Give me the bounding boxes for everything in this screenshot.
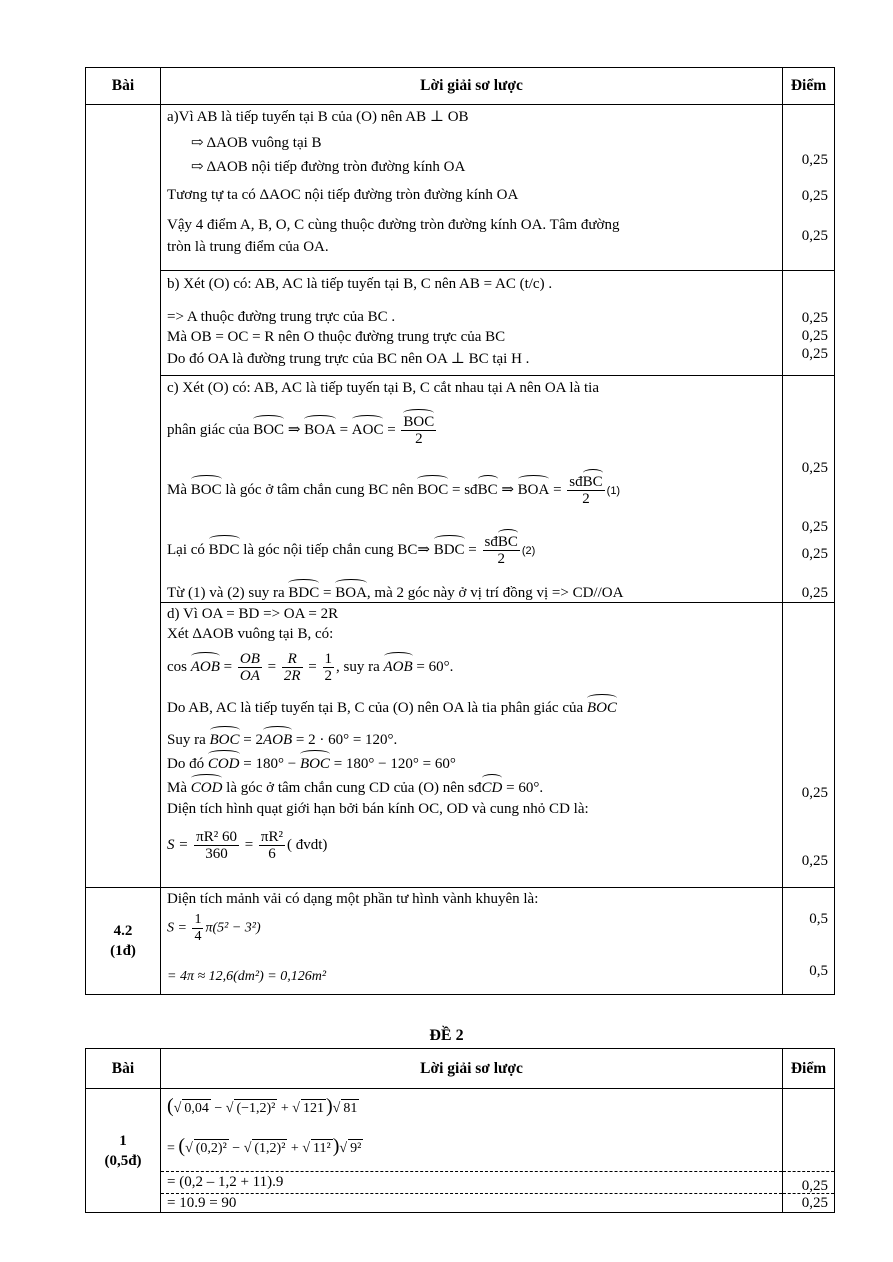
section-title: ĐỀ 2 [429, 1027, 464, 1044]
text: Mà [167, 780, 191, 796]
text: Từ (1) và (2) suy ra [167, 585, 289, 601]
part-c-line-central-angle [167, 474, 620, 507]
angle-aob: AOB [190, 658, 220, 675]
text: = 180° − [239, 756, 300, 772]
part-a-solution [161, 105, 783, 271]
row-part-b [86, 271, 835, 376]
text: = 60°. [412, 658, 454, 675]
text: sđ [569, 474, 583, 490]
angle-bdc: BDC [433, 541, 465, 558]
part-d-solution [161, 603, 783, 888]
part-b-line: => A thuộc đường trung trực của BC . [167, 309, 396, 325]
score: 0,25 [801, 1178, 828, 1194]
row-part-a [86, 105, 835, 271]
score: 0,25 [801, 1195, 828, 1211]
part-c-line-bisector [167, 414, 438, 447]
part-a-line: ⇨ ΔAOB nội tiếp đường tròn đường kính OA [191, 159, 466, 175]
denominator: 6 [268, 846, 276, 862]
part-42-solution [161, 888, 783, 995]
text: S = [167, 836, 193, 853]
score: 0,5 [809, 963, 828, 979]
numerator: 1 [324, 651, 332, 667]
part-d-line-arc-cd [167, 779, 543, 797]
text: = 2 · 60° = 120°. [292, 732, 398, 748]
part-c-line-conclusion [167, 584, 623, 602]
part-c-line: c) Xét (O) có: AB, AC là tiếp tuyến tại B, C cắt nhau tại A nên OA là tia [167, 380, 599, 396]
text: cos [167, 658, 191, 675]
score: 0,25 [801, 152, 828, 168]
part-d-line-cod [167, 755, 456, 773]
text: Do đó [167, 756, 208, 772]
part-b-line: Do đó OA là đường trung trực của BC nên OA ⊥ BC tại H . [167, 351, 530, 367]
fraction [401, 414, 436, 447]
part-a-line: Vậy 4 điểm A, B, O, C cùng thuộc đường tròn đường kính OA. Tâm đường [167, 217, 620, 233]
numerator: πR² [260, 829, 283, 845]
denominator: 2 [324, 668, 332, 684]
angle-boa: BOA [335, 585, 367, 601]
header-loigiai: Lời giải sơ lược [161, 1049, 783, 1089]
text: = 2 [239, 732, 263, 748]
part-d-line: Xét ΔAOB vuông tại B, có: [167, 626, 334, 642]
equals-symbol: = [468, 541, 481, 558]
text: là góc ở tâm chắn cung CD của (O) nên sđ [222, 780, 482, 796]
score: 0,25 [801, 585, 828, 601]
part-d-line-boc [167, 731, 397, 749]
header-row [86, 68, 835, 105]
arc-bc: BC [477, 481, 498, 498]
fraction [282, 651, 303, 684]
radicand: 11² [313, 1141, 331, 1156]
equals-symbol: = [553, 481, 566, 498]
text: , suy ra [336, 658, 384, 675]
score: 0,5 [809, 911, 828, 927]
part-b-line: b) Xét (O) có: AB, AC là tiếp tuyến tại B, C nên AB = AC (t/c) . [167, 276, 553, 292]
denominator: 360 [205, 846, 228, 862]
arc-cd: CD [481, 780, 503, 796]
part-c-scores [783, 376, 835, 603]
part-42-line-formula [167, 912, 261, 945]
dashed-divider [783, 1171, 834, 1172]
part-d-line: d) Vì OA = BD => OA = 2R [167, 606, 339, 622]
bai-points: (1đ) [110, 943, 136, 959]
dashed-divider [161, 1193, 782, 1194]
bai-number: 1 [119, 1132, 127, 1149]
text: S = [167, 920, 191, 936]
angle-aob: AOB [383, 658, 413, 675]
score: 0,25 [801, 310, 828, 326]
part-42-scores [783, 888, 835, 995]
header-diem: Điểm [783, 68, 835, 105]
text: sđ [484, 534, 498, 550]
bai-1-scores [783, 1089, 835, 1213]
unit: ( đvdt) [287, 836, 328, 853]
text: Lại có [167, 541, 209, 558]
text: Suy ra [167, 732, 210, 748]
bai-1-line: = (0,2 – 1,2 + 11).9 [167, 1174, 284, 1190]
score: 0,25 [801, 853, 828, 869]
part-a-line: Tương tự ta có ΔAOC nội tiếp đường tròn đường kính OA [167, 187, 519, 203]
equals-symbol: = [387, 421, 400, 438]
score: 0,25 [801, 188, 828, 204]
score: 0,25 [801, 228, 828, 244]
angle-cod: COD [190, 780, 223, 796]
part-a-scores [783, 105, 835, 271]
radicand: (1,2)² [254, 1141, 286, 1156]
part-42-line: Diện tích mảnh vải có dạng một phần tư hình vành khuyên là: [167, 891, 539, 907]
angle-boa: BOA [517, 481, 550, 498]
header-bai: Bài [86, 1049, 161, 1089]
radicand: (0,2)² [195, 1141, 227, 1156]
header-row [86, 1049, 835, 1089]
part-d-line-area: S = $\frac{\text{πR² 60}}{360}$ = $\frac{\text{πR²}}{6}$ ( đvdt) [167, 829, 328, 862]
text: Mà [167, 481, 191, 498]
solution-table-2 [85, 1048, 835, 1213]
angle-boc: BOC [209, 732, 240, 748]
text: π(5² − 3²) [205, 920, 261, 936]
equals-symbol: = [452, 481, 465, 498]
solution-table-1 [85, 67, 835, 995]
score: 0,25 [801, 346, 828, 362]
fraction [194, 829, 239, 862]
text: = 180° − 120° = 60° [329, 756, 456, 772]
text: = 60°. [502, 780, 544, 796]
part-b-solution [161, 271, 783, 376]
angle-boc: BOC [417, 481, 449, 498]
part-d-line-cos: cos AOB = $\frac{OB}{OA}$ = $\frac{R}{2R}$ = $\frac{1}{2}$ , suy ra AOB = 60°. [167, 651, 454, 684]
part-b-scores [783, 271, 835, 376]
arc-bc: BC [582, 474, 603, 490]
row-part-d [86, 603, 835, 888]
score: 0,25 [801, 328, 828, 344]
numerator: πR² 60 [196, 829, 237, 845]
fraction [259, 829, 285, 862]
part-d-line: Diện tích hình quạt giới hạn bởi bán kính OC, OD và cung nhỏ CD là: [167, 801, 589, 817]
implies-symbol: ⇒ [287, 421, 305, 438]
equals-symbol: = [339, 421, 352, 438]
radicand: 81 [343, 1101, 358, 1116]
bai-1-solution [161, 1089, 783, 1213]
radicand: 0,04 [184, 1101, 209, 1116]
angle-boc: BOC [190, 481, 222, 498]
fraction [192, 912, 203, 945]
radicand: 9² [350, 1141, 362, 1156]
part-a-line: tròn là trung điểm của OA. [167, 239, 329, 255]
row-part-c [86, 376, 835, 603]
score: 0,25 [801, 546, 828, 562]
angle-cod: COD [207, 756, 240, 772]
fraction [238, 651, 262, 684]
denominator: 4 [194, 929, 202, 944]
denominator: 2R [283, 668, 301, 684]
part-a-line: ⇨ ΔAOB vuông tại B [191, 135, 322, 151]
header-diem: Điểm [783, 1049, 835, 1089]
bai-1-line-expression: (√ 0,04 − √ (−1,2)² + √ 121 )√ 81 [167, 1095, 358, 1117]
text: là góc ở tâm chắn cung BC nên [225, 481, 418, 498]
angle-aoc: AOC [351, 421, 384, 438]
bai-1-line-expanded: = (√ (0,2)² − √ (1,2)² + √ 11² )√ 9² [167, 1135, 362, 1157]
angle-boc: BOC [403, 414, 435, 430]
angle-boc: BOC [586, 700, 617, 716]
text: Do AB, AC là tiếp tuyến tại B, C của (O) nên OA là tia phân giác của [167, 700, 587, 716]
angle-boc: BOC [253, 421, 285, 438]
equation-label: (1) [606, 484, 621, 497]
part-c-solution [161, 376, 783, 603]
score: 0,25 [801, 460, 828, 476]
fraction [567, 474, 604, 507]
row-4-2 [86, 888, 835, 995]
numerator: OB [239, 651, 260, 667]
bai-number: 4.2 [113, 923, 133, 939]
denominator: OA [239, 668, 260, 684]
part-42-line: = 4π ≈ 12,6(dm²) = 0,126m² [167, 969, 327, 984]
header-bai: Bài [86, 68, 161, 105]
part-b-line: Mà OB = OC = R nên O thuộc đường trung trực của BC [167, 329, 506, 345]
bai-1-line: = 10.9 = 90 [167, 1195, 237, 1211]
radicand: (−1,2)² [236, 1101, 276, 1116]
bai-cell [86, 1089, 161, 1213]
bai-cell-empty [86, 105, 161, 888]
equals-symbol: = [323, 585, 336, 601]
part-c-line-inscribed-angle [167, 534, 535, 567]
equation-label: (2) [521, 544, 536, 557]
denominator: 2 [497, 551, 505, 567]
angle-aob: AOB [262, 732, 293, 748]
row-bai-1 [86, 1089, 835, 1213]
angle-bdc: BDC [288, 585, 320, 601]
radicand: 121 [302, 1101, 324, 1116]
fraction [323, 651, 335, 684]
arc-bc: BC [497, 534, 518, 550]
text: phân giác của [167, 421, 254, 438]
angle-bdc: BDC [208, 541, 240, 558]
dashed-divider [161, 1171, 782, 1172]
header-loigiai: Lời giải sơ lược [161, 68, 783, 105]
implies-symbol: ⇒ [501, 481, 518, 498]
text: , mà 2 góc này ở vị trí đồng vị => CD//OA [366, 585, 624, 601]
part-a-line: a)Vì AB là tiếp tuyến tại B của (O) nên AB ⊥ OB [167, 109, 469, 125]
part-d-scores [783, 603, 835, 888]
numerator: R [282, 651, 303, 668]
denominator: 2 [415, 431, 423, 447]
angle-boc: BOC [299, 756, 330, 772]
bai-cell [86, 888, 161, 995]
fraction [483, 534, 520, 567]
part-d-line-bisector [167, 699, 617, 717]
angle-boa: BOA [304, 421, 336, 438]
text: là góc nội tiếp chắn cung BC⇒ [243, 541, 434, 558]
score: 0,25 [801, 519, 828, 535]
bai-points: (0,5đ) [104, 1152, 142, 1169]
score: 0,25 [801, 785, 828, 801]
text: sđ [464, 481, 478, 498]
numerator: 1 [194, 912, 202, 927]
denominator: 2 [582, 491, 590, 507]
